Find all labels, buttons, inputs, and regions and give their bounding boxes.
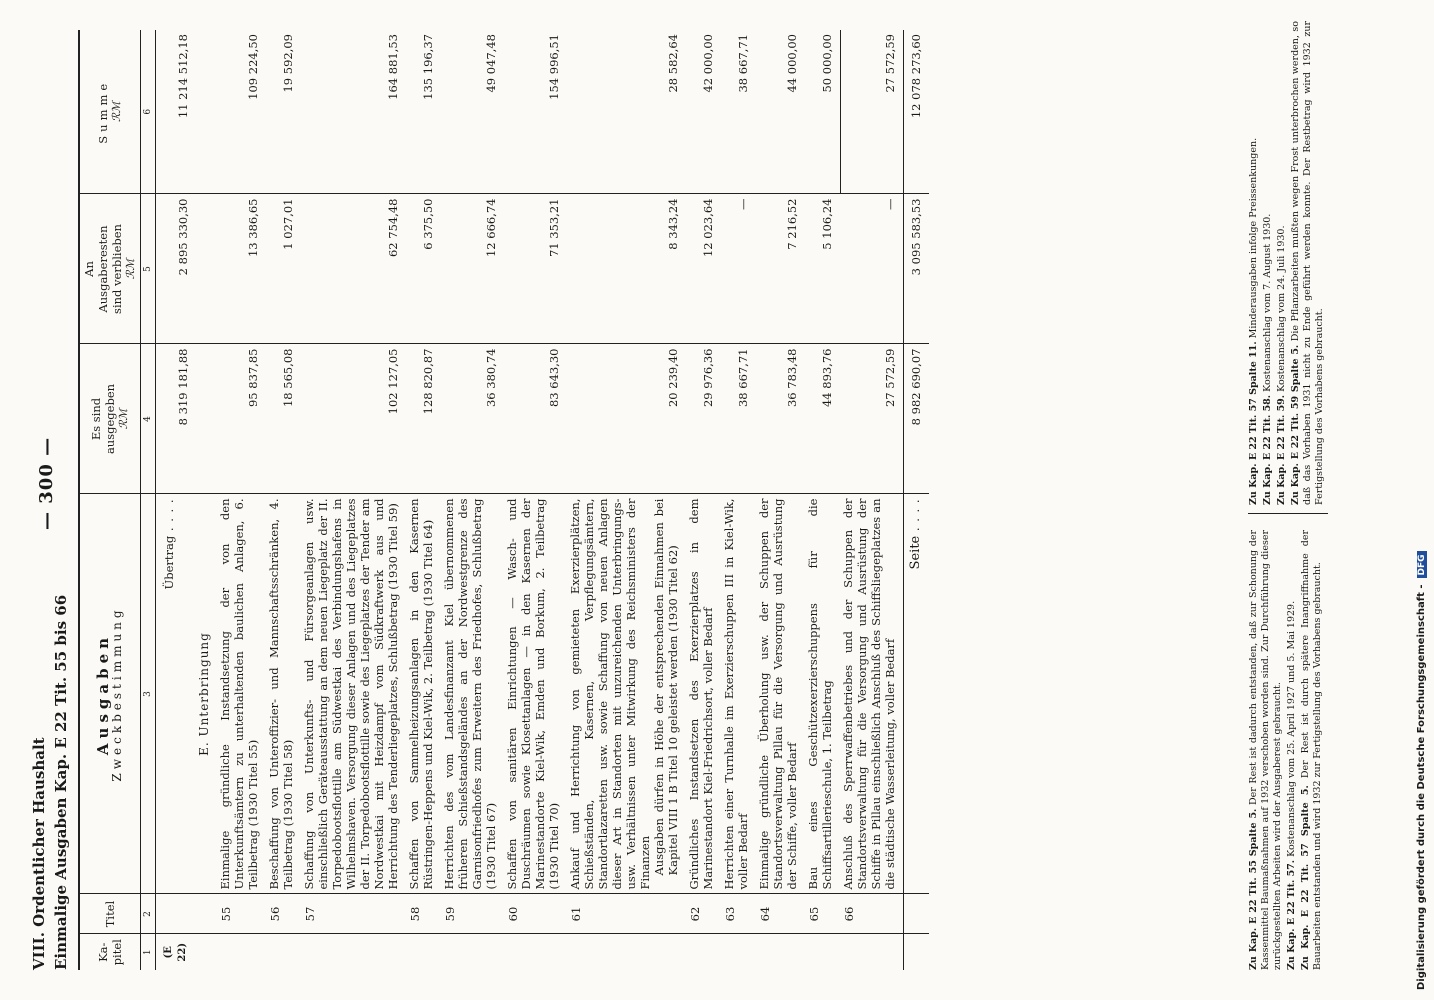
budget-table [78, 30, 929, 970]
summe-cell: 38 667,71 [721, 30, 756, 194]
table-row [406, 30, 441, 970]
kapitel-cell [504, 934, 567, 970]
uebertrag-ausgegeben: 8 319 181,88 [156, 344, 197, 494]
reste-cell: — [721, 194, 756, 344]
footnote-text: Der Rest ist durch spätere Inangriffnahme der Bauarbeiten entstanden und wird 1932 zur Fertigstellung des Vorhabens gebraucht. [1300, 530, 1323, 970]
titel-cell: 59 [441, 894, 504, 934]
summe-cell: 154 996,51 [504, 30, 567, 194]
zweck-cell [805, 494, 840, 894]
zweck-text: Ankauf und Herrichtung von gemieteten Exerzierplätzen, Schießständen, Kasernen, Verpflegungsämtern, Standortlazaretten usw. sowie Schaffung von neuen Anlagen dieser Art in Standorten mit unzureichenden Unterbringungs- usw. Verhältnissen unter Mitwirkung des Reichsministers der Finanzen [568, 498, 652, 890]
footnote-text: Der Rest ist dadurch entstanden, daß zur Schonung der Kassenmittel Baumaßnahmen auf 1932 verschoben worden sind. Zur Durchführung dieser zurückgestellten Arbeiten wird der Ausgaberest gebraucht. [1248, 530, 1283, 970]
footnote [1248, 21, 1260, 505]
footnote [1248, 530, 1284, 970]
table-row [721, 30, 756, 970]
zweck-text: Herrichten des vom Landesfinanzamt Kiel übernommenen früheren Schießstandsgeländes an der Nordwestgrenze des Garnisonfriedhofes zum Erweitern des Friedhofes, Schlußbetrag (1930 Titel 67) [442, 498, 498, 890]
reste-cell: 1 027,01 [266, 194, 301, 344]
zweck-text: Gründliches Instandsetzen des Exerzierplatzes in dem Marinestandort Kiel-Friedrichsort, voller Bedarf [687, 498, 715, 890]
reste-cell: 71 353,21 [504, 194, 567, 344]
kapitel-cell [686, 934, 721, 970]
col-kapitel: Ka- pitel [79, 934, 141, 970]
footnote-ref: Zu Kap. E 22 Tit. 57. [1286, 859, 1297, 970]
footnote [1290, 21, 1326, 505]
uebertrag-label: Übertrag [162, 535, 176, 590]
zweck-text: Einmalige gründliche Überholung usw. der Schuppen der Standortsverwaltung Pillau für die Versorgung und Ausrüstung der Schiffe, voller Bedarf [757, 498, 799, 890]
footnote-ref: Zu Kap. E 22 Tit. 55 Spalte 5. [1248, 808, 1259, 970]
table-row [504, 30, 567, 970]
kapitel-cell [266, 934, 301, 970]
footnote-ref: Zu Kap. E 22 Tit. 59. [1276, 394, 1287, 505]
table-row [301, 30, 406, 970]
zweck-text: Einmalige gründliche Instandsetzung der von den Unterkunftsämtern zu unterhaltenden baulichen Anlagen, 6. Teilbetrag (1930 Titel 55) [218, 498, 260, 890]
footnote-ref: Zu Kap. E 22 Tit. 57 Spalte 11. [1248, 341, 1259, 505]
col-ausgabereste: An Ausgaberesten sind verblieben ℛℳ [79, 194, 141, 344]
zweck-note: Ausgaben dürfen in Höhe der entsprechenden Einnahmen bei Kapitel VIII 1 B Titel 10 geleistet werden (1930 Titel 62) [652, 498, 680, 876]
reste-cell: 12 666,74 [441, 194, 504, 344]
footnote-ref: Zu Kap. E 22 Tit. 59 Spalte 5. [1290, 344, 1301, 505]
unit-label: ℛℳ [110, 101, 123, 123]
zweck-text: Schaffung von Unterkunfts- und Fürsorgeanlagen usw. einschließlich Geräteausstattung an dem neuen Liegeplatz der II. Torpedobootsflottille am Südwestkai des Verbindungshafens in Wilhelmshaven. Versorgung dieser Anlagen und des Liegeplatzes der II. Torpedobootsflottille sowie des Liegeplatzes der Tender am Nordwestkai mit Heizdampf vom Südkraftwerk aus und Herrichtung des Tenderliegeplatzes, Schlußbetrag (1930 Titel 59) [302, 498, 400, 890]
titel-cell: 61 [567, 894, 686, 934]
table-row [266, 30, 301, 970]
footnote [1276, 21, 1288, 505]
reste-cell: 13 386,65 [217, 194, 266, 344]
kapitel-cell [301, 934, 406, 970]
summe-cell: 135 196,37 [406, 30, 441, 194]
ausgegeben-cell: 36 380,74 [441, 344, 504, 494]
footnote-ref: Zu Kap. E 22 Tit. 57 Spalte 5. [1300, 785, 1311, 970]
page-number: — 300 — [36, 436, 57, 530]
unit-label: ℛℳ [124, 258, 137, 280]
footnotes-right [1248, 21, 1328, 514]
unit-label: ℛℳ [117, 408, 130, 430]
seite-row: Seite . . . . 8 982 690,07 3 095 583,53 12 078 273,60 [904, 30, 930, 970]
ausgaben-heading: Ausgaben [94, 632, 112, 756]
column-number-row: 1 2 3 4 5 6 [141, 30, 156, 970]
zweck-cell [840, 494, 904, 894]
kapitel-cell [441, 934, 504, 970]
header-row [79, 30, 141, 970]
seite-reste: 3 095 583,53 [904, 194, 930, 344]
table-row [840, 30, 904, 970]
ausgegeben-cell: 18 565,08 [266, 344, 301, 494]
seite-ausgegeben: 8 982 690,07 [904, 344, 930, 494]
seite-label: Seite [908, 535, 923, 570]
zweck-text: Herrichten einer Turnhalle im Exerzierschuppen III in Kiel-Wik, voller Bedarf [722, 498, 750, 890]
zweck-text: Schaffen von Sammelheizungsanlagen in den Kasernen Rüstringen-Heppens und Kiel-Wik, 2. Teilbetrag (1930 Titel 64) [407, 498, 435, 890]
titel-cell: 60 [504, 894, 567, 934]
subheading: E. Unterbringung [196, 494, 217, 894]
footnote-text: Kostenanschlag vom 24. Juli 1930. [1276, 225, 1287, 392]
seite-summe: 12 078 273,60 [904, 30, 930, 194]
footnotes-left [1248, 530, 1326, 970]
zweck-heading: Zweckbestimmung [110, 606, 124, 782]
reste-cell: 12 023,64 [686, 194, 721, 344]
ausgegeben-cell: 27 572,59 [840, 344, 904, 494]
zweck-text: Anschluß des Sperrwaffenbetriebes und der Schuppen der Standortsverwaltung für die Versorgung und Ausrüstung der Schiffe in Pillau einschließlich Anschluß des Schiffsliegeplatzes an die städtische Wasserleitung, voller Bedarf [841, 498, 897, 890]
zweck-text: Schaffen von sanitären Einrichtungen — Wasch- und Duschräumen sowie Klosettanlagen — in den Kasernen der Marinestandorte Kiel-Wik, Emden und Borkum, 2. Teilbetrag (1930 Titel 70) [505, 498, 561, 890]
titel-cell: 58 [406, 894, 441, 934]
kapitel-cell [721, 934, 756, 970]
kapitel-cell: (E 22) [163, 942, 188, 962]
zweck-cell [441, 494, 504, 894]
section-title: VIII. Ordentlicher Haushalt [30, 737, 48, 970]
summe-cell: 109 224,50 [217, 30, 266, 194]
col-summe: Summe ℛℳ [79, 30, 141, 194]
footnote-text: Minderausgaben infolge Preissenkungen. [1248, 137, 1259, 339]
uebertrag-row: (E 22) Übertrag . . . . 8 319 181,88 2 895 330,30 11 214 512,18 [156, 30, 197, 970]
summe-cell: 164 881,53 [301, 30, 406, 194]
zweck-cell [406, 494, 441, 894]
ausgegeben-cell: 128 820,87 [406, 344, 441, 494]
titel-cell: 66 [840, 894, 904, 934]
footnote [1262, 21, 1274, 505]
zweck-cell [721, 494, 756, 894]
kapitel-cell [805, 934, 840, 970]
titel-cell: 56 [266, 894, 301, 934]
zweck-cell [217, 494, 266, 894]
digitization-credit: Digitalisierung gefördert durch die Deutsche Forschungsgemeinschaft -DFG [1416, 15, 1432, 990]
footnote-text: Die Pflanzarbeiten mußten wegen Frost unterbrochen werden, so daß das Vorhaben 1931 nicht zu Ende geführt werden konnte. Der Restbetrag wird 1932 zur Fertigstellung des Vorhabens gebraucht. [1290, 20, 1325, 505]
dfg-logo: DFG [1417, 551, 1427, 578]
titel-cell: 62 [686, 894, 721, 934]
table-row [217, 30, 266, 970]
kapitel-cell [406, 934, 441, 970]
reste-cell: 5 106,24 [805, 194, 840, 344]
zweck-cell [756, 494, 805, 894]
titel-cell: 57 [301, 894, 406, 934]
table-row [567, 30, 686, 970]
titel-cell: 65 [805, 894, 840, 934]
kapitel-cell [567, 934, 686, 970]
zweck-cell [504, 494, 567, 894]
kapitel-cell [217, 934, 266, 970]
subheading-row [196, 30, 217, 970]
summe-cell: 28 582,64 [567, 30, 686, 194]
footnote-text: Kostenanschlag vom 7. August 1930. [1262, 213, 1273, 392]
summe-cell: 19 592,09 [266, 30, 301, 194]
ausgegeben-cell: 36 783,48 [756, 344, 805, 494]
ausgegeben-cell: 20 239,40 [567, 344, 686, 494]
footnote [1300, 530, 1324, 970]
ausgegeben-cell: 44 893,76 [805, 344, 840, 494]
summe-cell: 42 000,00 [686, 30, 721, 194]
reste-cell: — [840, 194, 904, 344]
zweck-text: Bau eines Geschützexerzierschuppens für die Schiffsartillerieschule, 1. Teilbetrag [806, 498, 834, 890]
kapitel-cell [840, 934, 904, 970]
reste-cell: 62 754,48 [301, 194, 406, 344]
ausgegeben-cell: 83 643,30 [504, 344, 567, 494]
table-row [756, 30, 805, 970]
footnote-text: Kostenanschlag vom 25. April 1927 und 5. Mai 1929. [1286, 600, 1297, 857]
titel-cell: 55 [217, 894, 266, 934]
col-ausgegeben: Es sind ausgegeben ℛℳ [79, 344, 141, 494]
summe-cell: 49 047,48 [441, 30, 504, 194]
ausgegeben-cell: 102 127,05 [301, 344, 406, 494]
table-row [441, 30, 504, 970]
zweck-cell [301, 494, 406, 894]
ausgegeben-cell: 38 667,71 [721, 344, 756, 494]
titel-cell: 64 [756, 894, 805, 934]
footnote [1286, 530, 1298, 970]
reste-cell: 8 343,24 [567, 194, 686, 344]
footnote-ref: Zu Kap. E 22 Tit. 58. [1262, 394, 1273, 505]
table-row [805, 30, 840, 970]
uebertrag-reste: 2 895 330,30 [156, 194, 197, 344]
summe-cell: 50 000,00 [805, 30, 840, 194]
kapitel-cell [756, 934, 805, 970]
table-row [686, 30, 721, 970]
zweck-cell [567, 494, 686, 894]
reste-cell: 6 375,50 [406, 194, 441, 344]
zweck-cell [686, 494, 721, 894]
summe-cell: 44 000,00 [756, 30, 805, 194]
table-body [156, 30, 930, 970]
col-ausgaben [79, 494, 141, 894]
reste-cell: 7 216,52 [756, 194, 805, 344]
ausgegeben-cell: 29 976,36 [686, 344, 721, 494]
summe-cell: 27 572,59 [840, 30, 904, 194]
titel-cell: 63 [721, 894, 756, 934]
col-titel: Titel [79, 894, 141, 934]
uebertrag-summe: 11 214 512,18 [156, 30, 197, 194]
zweck-cell [266, 494, 301, 894]
zweck-text: Beschaffung von Unteroffizier- und Mannschaftsschränken, 4. Teilbetrag (1930 Titel 58) [267, 498, 295, 890]
section-subtitle: Einmalige Ausgaben Kap. E 22 Tit. 55 bis 66 [52, 594, 70, 970]
ausgegeben-cell: 95 837,85 [217, 344, 266, 494]
